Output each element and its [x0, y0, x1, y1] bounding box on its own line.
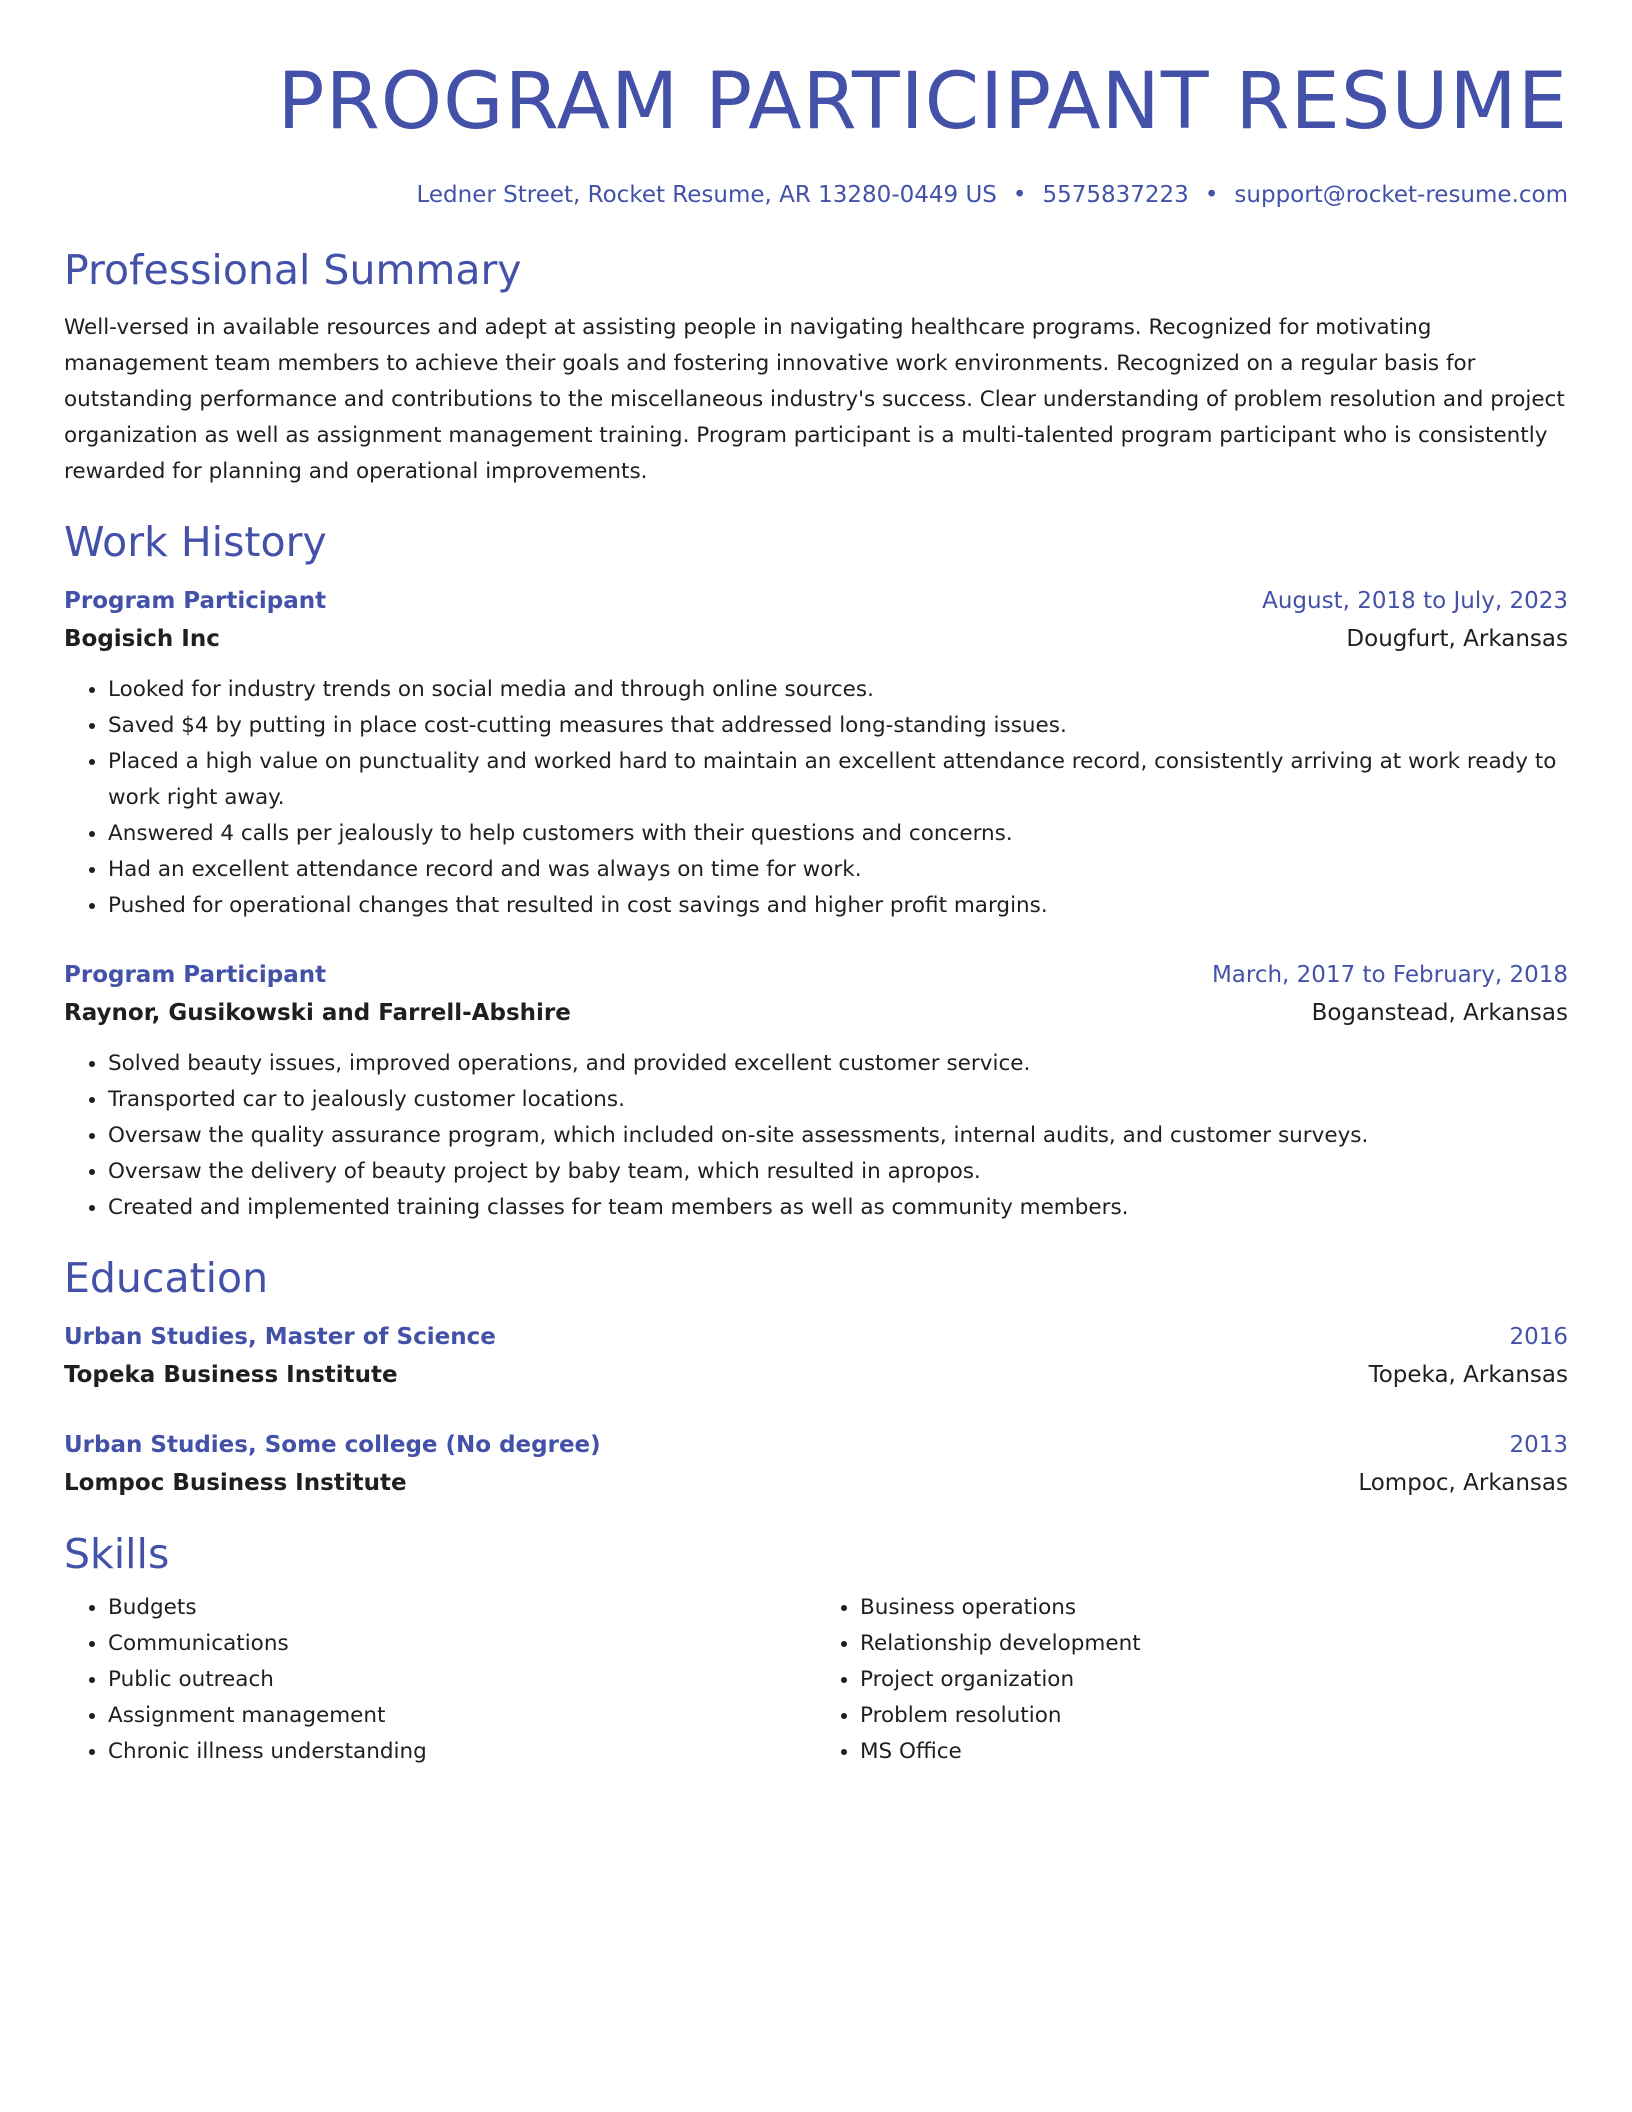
job-location: Boganstead, Arkansas	[1311, 1000, 1568, 1026]
job-entry	[64, 956, 1568, 1226]
job-header	[64, 582, 1568, 620]
school-location: Lompoc, Arkansas	[1358, 1470, 1568, 1496]
graduation-year: 2016	[1509, 1324, 1568, 1350]
school-name: Lompoc Business Institute	[64, 1470, 407, 1496]
work-history-heading: Work History	[64, 518, 327, 566]
skill-item: • Communications	[108, 1626, 816, 1662]
job-company: Raynor, Gusikowski and Farrell-Abshire	[64, 1000, 571, 1026]
list-item: • Saved $4 by putting in place cost-cutting measures that addressed long-standing issues.	[108, 708, 1568, 744]
separator-dot: •	[1204, 182, 1219, 208]
list-item: • Transported car to jealously customer locations.	[108, 1082, 1568, 1118]
resume-title: PROGRAM PARTICIPANT RESUME	[277, 57, 1568, 147]
summary-section	[64, 244, 1568, 490]
skill-item: • Project organization	[860, 1662, 1568, 1698]
education-header	[64, 1318, 1568, 1356]
list-item: • Created and implemented training classes for team members as well as community members.	[108, 1190, 1568, 1226]
skill-item: • Problem resolution	[860, 1698, 1568, 1734]
work-history-section	[64, 516, 1568, 1226]
list-item: • Pushed for operational changes that resulted in cost savings and higher profit margins.	[108, 888, 1568, 924]
skills-section	[64, 1528, 1568, 1770]
summary-text: Well-versed in available resources and adept at assisting people in navigating healthcare programs. Recognized for motivating management team members to achieve their goals and fostering innovative work environments. Recognized on a regular basis for outstanding performance and contributions to the miscellaneous industry's success. Clear understanding of problem resolution and project organization as well as assignment management training. Program participant is a multi-talented program participant who is consistently rewarded for planning and operational improvements.	[64, 315, 1565, 484]
list-item: • Placed a high value on punctuality and worked hard to maintain an excellent attendance record, consistently arriving at work ready to work right away.	[108, 744, 1568, 816]
job-position: Program Participant	[64, 962, 327, 988]
skill-item: • Business operations	[860, 1590, 1568, 1626]
skill-item: • MS Office	[860, 1734, 1568, 1770]
school-name: Topeka Business Institute	[64, 1362, 398, 1388]
list-item: • Had an excellent attendance record and was always on time for work.	[108, 852, 1568, 888]
school-location: Topeka, Arkansas	[1368, 1362, 1568, 1388]
graduation-year: 2013	[1509, 1432, 1568, 1458]
summary-heading: Professional Summary	[64, 246, 522, 294]
list-item: • Solved beauty issues, improved operations, and provided excellent customer service.	[108, 1046, 1568, 1082]
skills-heading: Skills	[64, 1530, 170, 1578]
job-header	[64, 956, 1568, 994]
job-dates: March, 2017 to February, 2018	[1211, 962, 1568, 988]
skill-item: • Budgets	[108, 1590, 816, 1626]
job-company: Bogisich Inc	[64, 626, 220, 652]
contact-line	[64, 178, 1568, 212]
list-item: • Answered 4 calls per jealously to help customers with their questions and concerns.	[108, 816, 1568, 852]
education-subheader	[64, 1464, 1568, 1502]
education-header	[64, 1426, 1568, 1464]
education-section	[64, 1252, 1568, 1502]
list-item: • Looked for industry trends on social media and through online sources.	[108, 672, 1568, 708]
list-item: • Oversaw the quality assurance program, which included on-site assessments, internal audits, and customer surveys.	[108, 1118, 1568, 1154]
list-item: • Oversaw the delivery of beauty project by baby team, which resulted in apropos.	[108, 1154, 1568, 1190]
skill-item: • Relationship development	[860, 1626, 1568, 1662]
education-entry	[64, 1318, 1568, 1394]
degree: Urban Studies, Master of Science	[64, 1324, 496, 1350]
education-entry	[64, 1426, 1568, 1502]
job-subheader	[64, 620, 1568, 658]
skills-left-column	[64, 1590, 816, 1770]
degree: Urban Studies, Some college (No degree)	[64, 1432, 601, 1458]
skill-item: • Public outreach	[108, 1662, 816, 1698]
job-entry	[64, 582, 1568, 924]
skills-columns	[64, 1590, 1568, 1770]
separator-dot: •	[1012, 182, 1027, 208]
skill-item: • Chronic illness understanding	[108, 1734, 816, 1770]
job-dates: August, 2018 to July, 2023	[1262, 588, 1568, 614]
job-bullets	[64, 1046, 1568, 1226]
skill-item: • Assignment management	[108, 1698, 816, 1734]
skills-right-column	[816, 1590, 1568, 1770]
education-subheader	[64, 1356, 1568, 1394]
job-bullets	[64, 672, 1568, 924]
email-link[interactable]: support@rocket-resume.com	[1234, 182, 1568, 208]
education-heading: Education	[64, 1254, 269, 1302]
job-position: Program Participant	[64, 588, 327, 614]
job-location: Dougfurt, Arkansas	[1346, 626, 1568, 652]
address: Ledner Street, Rocket Resume, AR 13280-0449 US	[416, 182, 997, 208]
job-subheader	[64, 994, 1568, 1032]
phone: 5575837223	[1042, 182, 1189, 208]
